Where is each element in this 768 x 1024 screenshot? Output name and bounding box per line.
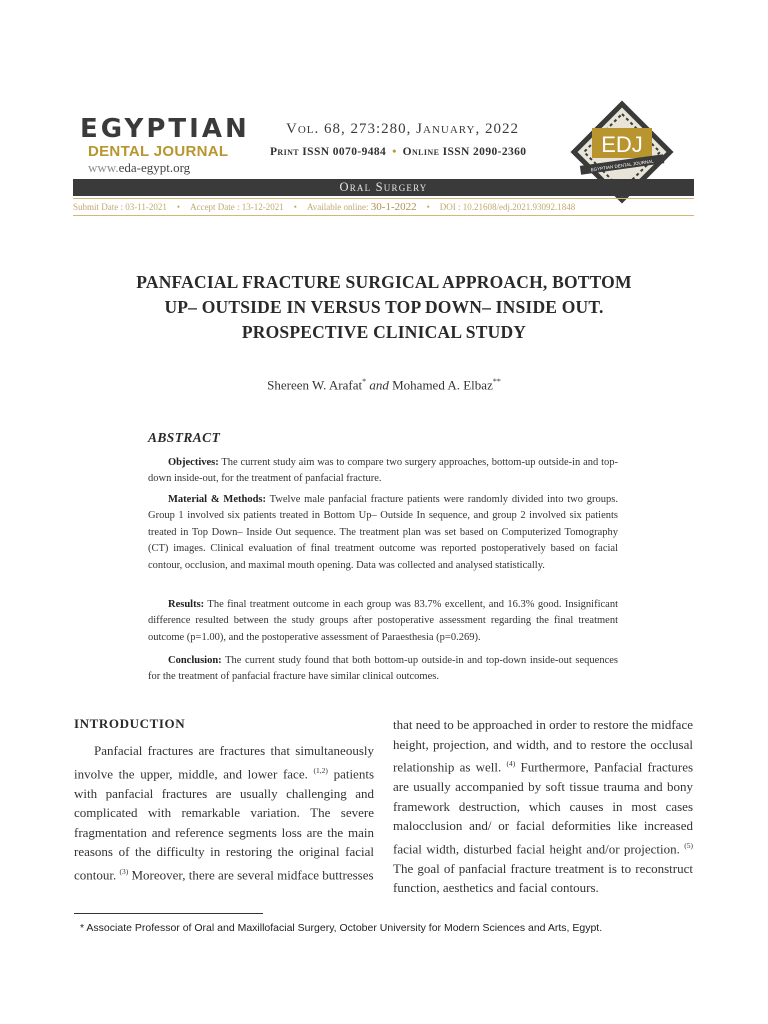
- title-line: PANFACIAL FRACTURE SURGICAL APPROACH, BOTTOM: [136, 272, 632, 292]
- para-text: The final treatment outcome in each group was 83.7% excellent, and 16.3% good. Insignificant difference resulted between the study groups after postoperative assessment regarding the final treatment outcome (p=1.00), and the postoperative assessment of Paraesthesia (p=0.269).: [148, 599, 618, 643]
- journal-name: EGYPTIAN: [80, 114, 250, 144]
- abstract-objectives: [148, 455, 618, 488]
- divider: [73, 215, 694, 216]
- para-text: The current study aim was to compare two surgery approaches, bottom-up outside-in and top-down inside-out, for the treatment of panfacial fracture.: [148, 457, 618, 485]
- para-label: Objectives:: [168, 457, 219, 468]
- title-line: PROSPECTIVE CLINICAL STUDY: [241, 322, 527, 342]
- volume-info: Vol. 68, 273:280, January, 2022: [286, 121, 519, 137]
- journal-subtitle: DENTAL JOURNAL: [88, 143, 229, 160]
- title-line: UP– OUTSIDE IN VERSUS TOP DOWN– INSIDE OUT.: [164, 297, 604, 317]
- para-label: Conclusion:: [168, 655, 222, 666]
- accept-date: Accept Date : 13-12-2021: [190, 202, 284, 212]
- article-title: [100, 270, 668, 345]
- logo-ribbon: EGYPTIAN DENTAL JOURNAL: [590, 158, 655, 173]
- section-label: Oral Surgery: [339, 180, 428, 194]
- abstract-heading: ABSTRACT: [148, 430, 221, 445]
- dates-row: Submit Date : 03-11-2021 • Accept Date : 13-12-2021 • Available online: 30-1-2022 • DOI : 10.21608/edj.2021.93092.1848: [73, 201, 576, 213]
- authors: [100, 377, 668, 393]
- available-date: 30-1-2022: [370, 201, 417, 213]
- introduction-heading: INTRODUCTION: [74, 716, 186, 731]
- divider: [73, 198, 694, 199]
- body-text: patients with panfacial fractures are usually challenging and complicated with remarkable variation. The severe fragmentation and reference segments loss are the main reasons of the difficulty in restoring the original facial contour.: [74, 765, 374, 883]
- online-issn: Online ISSN 2090-2360: [402, 146, 527, 158]
- author-name: Mohamed A. Elbaz: [392, 377, 493, 393]
- abstract-methods: [148, 492, 618, 574]
- url-domain: eda-egypt.org: [118, 160, 191, 175]
- body-text: The goal of panfacial fracture treatment is to reconstruct function, aesthetics and facial contours.: [393, 860, 693, 896]
- journal-url[interactable]: [88, 160, 190, 176]
- citation[interactable]: (3): [119, 866, 129, 876]
- body-text: that need to be approached in order to restore the midface height, projection, and width, and to restore the occlusal relationship as well.: [393, 717, 693, 775]
- citation[interactable]: (5): [684, 840, 693, 850]
- doi[interactable]: DOI : 10.21608/edj.2021.93092.1848: [439, 202, 576, 212]
- author-name: Shereen W. Arafat: [267, 377, 363, 393]
- author-joiner: and: [369, 377, 389, 393]
- footnote-rule: [74, 913, 263, 914]
- author-mark: *: [362, 377, 367, 386]
- footnote: * Associate Professor of Oral and Maxillofacial Surgery, October University for Modern Sciences and Arts, Egypt.: [80, 922, 603, 934]
- intro-column-right: [393, 715, 693, 898]
- body-text: Moreover, there are several midface buttresses: [131, 867, 374, 883]
- citation[interactable]: (1,2): [313, 765, 328, 775]
- body-text: Panfacial fractures are fractures that simultaneously involve the upper, middle, and lower face.: [74, 743, 374, 781]
- url-prefix: www.: [88, 160, 119, 175]
- submit-date: Submit Date : 03-11-2021: [73, 202, 167, 212]
- print-issn: Print ISSN 0070-9484: [270, 146, 387, 158]
- para-label: Results:: [168, 599, 205, 610]
- para-text: Twelve male panfacial fracture patients were randomly divided into two groups. Group 1 involved six patients treated in Bottom Up– Outside In sequence, and group 2 involved six patients treated in Top Down– Inside Out sequence. The treatment plan was set based on Computerized Tomography (CT) images. Clinical evaluation of final treatment outcome was reported postoperatively based on facial contour, occlusion, and maximal mouth opening. Data was collected and analysed statistically.: [148, 494, 619, 571]
- citation[interactable]: (4): [506, 759, 516, 769]
- abstract-conclusion: [148, 653, 618, 686]
- para-text: The current study found that both bottom-up outside-in and top-down inside-out sequences for the treatment of panfacial fracture have similar clinical outcomes.: [148, 655, 618, 683]
- body-text: Furthermore, Panfacial fractures are usually accompanied by soft tissue trauma and bony framework destruction, which causes in most cases malocclusion and/ or facial deformities like increased facial width, disturbed facial height and/or projection.: [393, 759, 694, 857]
- logo-text: EDJ: [601, 132, 643, 157]
- available-label: Available online:: [306, 202, 369, 212]
- abstract-results: [148, 597, 618, 646]
- intro-column-left: [74, 741, 374, 885]
- issn-info: Print ISSN 0070-9484 • Online ISSN 2090-2360: [270, 146, 527, 158]
- para-label: Material & Methods:: [168, 494, 266, 505]
- author-mark: **: [492, 377, 501, 386]
